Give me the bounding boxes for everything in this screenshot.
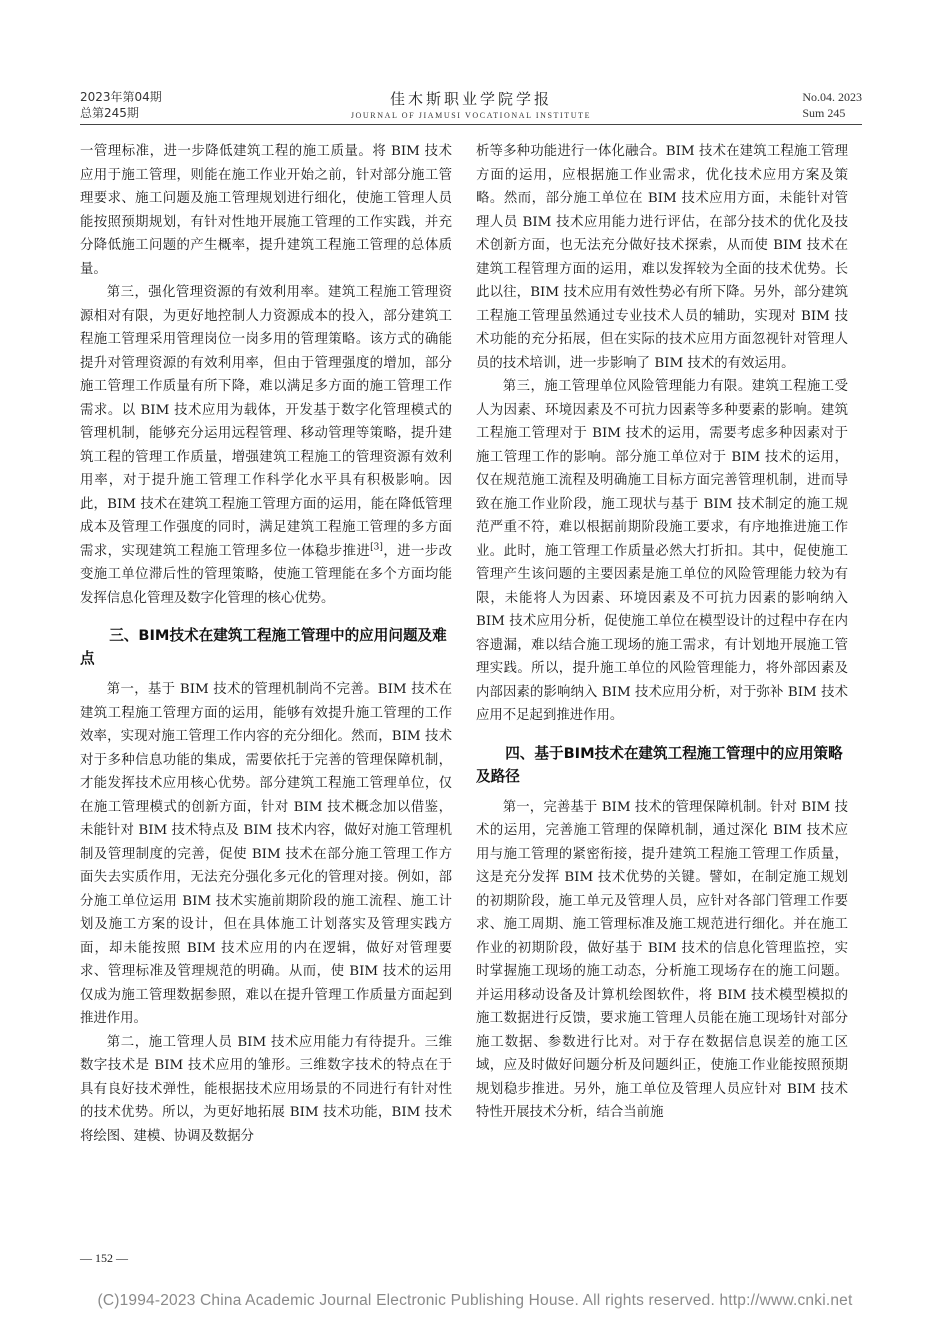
paragraph: 第三，施工管理单位风险管理能力有限。建筑工程施工受人为因素、环境因素及不可抗力因素等多种要素的影响。建筑工程施工管理对于 BIM 技术的运用，需要考虑多种因素对于施工管理工作的影响。部分施工单位对于 BIM 技术的运用，仅在规范施工流程及明确施工目标方面完善管理机制，进而导致在施工作业阶段，施工现状与基于 BIM 技术制定的施工规范严重不符，难以根据前期阶段施工要求，有序地推进施工作业。此时，施工管理工作质量必然大打折扣。其中，促使施工管理产生该问题的主要因素是施工单位的风险管理能力较为有限，未能将人为因素、环境因素及不可抗力因素的影响纳入 BIM 技术应用分析，促使施工单位在模型设计的过程中存在内容遗漏，难以结合施工现场的施工需求，有计划地开展施工管理实践。所以，提升施工单位的风险管理能力，将外部因素及内部因素的影响纳入 BIM 技术应用分析，对于弥补 BIM 技术应用不足起到推进作用。 xyxy=(476,379,848,723)
paragraph: 一管理标准，进一步降低建筑工程的施工质量。将 BIM 技术应用于施工管理，则能在施工作业开始之前，针对部分施工管理要求、施工问题及施工管理规划进行细化，使施工管理人员能按照预期规划，有针对性地开展施工管理的工作实践，并充分降低施工问题的产生概率，提升建筑工程施工管理的总体质量。 xyxy=(80,144,452,277)
paragraph: 第二，施工管理人员 BIM 技术应用能力有待提升。三维数字技术是 BIM 技术应用的雏形。三维数字技术的特点在于具有良好技术弹性，能根据技术应用场景的不同进行有针对性的技术优势。所以，为更好地拓展 BIM 技术功能，BIM 技术将绘图、建模、协调及数据分 xyxy=(80,1034,452,1144)
header-total: 总第245期 xyxy=(80,106,139,120)
page-header xyxy=(80,86,862,122)
section-heading: 三、BIM技术在建筑工程施工管理中的应用问题及难点 xyxy=(80,627,447,667)
header-sum-en: Sum 245 xyxy=(802,106,846,120)
right-column xyxy=(476,140,848,1125)
page-number: — 152 — xyxy=(80,1251,128,1265)
paragraph-text: ，进一步改变施工单位滞后性的管理策略，使施工管理能在多个方面均能发挥信息化管理及数字化管理的核心优势。 xyxy=(80,543,453,606)
paragraph xyxy=(80,281,452,610)
paragraph: 第一，完善基于 BIM 技术的管理保障机制。针对 BIM 技术的运用，完善施工管理的保障机制，通过深化 BIM 技术应用与施工管理的紧密衔接，提升建筑工程施工管理工作质量，这是充分发挥 BIM 技术优势的关键。譬如，在制定施工规划的初期阶段，施工单元及管理人员，应针对各部门管理工作要求、施工周期、施工管理标准及施工规范进行细化。并在施工作业的初期阶段，做好基于 BIM 技术的信息化管理监控，实时掌握施工现场的施工动态，分析施工现场存在的施工问题。并运用移动设备及计算机绘图软件，将 BIM 技术模型模拟的施工数据进行反馈，要求施工管理人员能在施工现场针对部分施工数据、参数进行比对。对于存在数据信息误差的施工区域，应及时做好问题分析及问题纠正，使施工作业能按照预期规划稳步推进。另外，施工单位及管理人员应针对 BIM 技术特性开展技术分析，结合当前施 xyxy=(476,799,848,1120)
journal-title-block xyxy=(80,90,862,121)
header-divider xyxy=(80,124,862,125)
copyright-footer: (C)1994-2023 China Academic Journal Electronic Publishing House. All rights reserved. http://www.cnki.net xyxy=(97,1292,853,1309)
header-issue-number-en: No.04. 2023 xyxy=(802,90,862,104)
paragraph: 第一，基于 BIM 技术的管理机制尚不完善。BIM 技术在建筑工程施工管理方面的运用，能够有效提升施工管理的工作效率，实现对施工管理工作内容的充分细化。然而，BIM 技术对于多种信息功能的集成，需要依托于完善的管理保障机制，才能发挥技术应用核心优势。部分建筑工程施工管理单位，仅在施工管理模式的创新方面，针对 BIM 技术概念加以借鉴，未能针对 BIM 技术特点及 BIM 技术内容，做好对施工管理机制及管理制度的完善，促使 BIM 技术在部分施工管理工作方面失去实质作用，无法充分强化多元化的管理对接。例如，部分施工单位运用 BIM 技术实施前期阶段的施工流程、施工计划及施工方案的设计，但在具体施工计划落实及管理实践方面，却未能按照 BIM 技术应用的内在逻辑，做好对管理要求、管理标准及管理规范的明确。从而，使 BIM 技术的运用仅成为施工管理数据参照，难以在提升管理工作质量方面起到推进作用。 xyxy=(80,682,452,1026)
left-column xyxy=(80,140,452,1148)
paragraph-text: 第三，强化管理资源的有效利用率。建筑工程施工管理资源相对有限，为更好地控制人力资源成本的投入，部分建筑工程施工管理采用管理岗位一岗多用的管理策略。该方式的确能提升对管理资源的有效利用率，但由于管理强度的增加，部分施工管理工作质量有所下降，难以满足多方面的施工管理工作需求。以 BIM 技术应用为载体，开发基于数字化管理模式的管理机制，能够充分运用远程管理、移动管理等策略，提升建筑工程的管理工作质量，增强建筑工程施工的管理资源有效利用率，对于提升施工管理工作科学化水平具有积极影响。因此，BIM 技术在建筑工程施工管理方面的运用，能在降低管理成本及管理工作强度的同时，满足建筑工程施工管理的多方面需求，实现建筑工程施工管理多位一体稳步推进 xyxy=(80,285,452,559)
section-heading: 四、基于BIM技术在建筑工程施工管理中的应用策略及路径 xyxy=(476,744,843,785)
journal-title-cn: 佳木斯职业学院学报 xyxy=(389,90,552,108)
journal-title-en: JOURNAL OF JIAMUSI VOCATIONAL INSTITUTE xyxy=(350,111,592,120)
header-issue-en xyxy=(802,89,862,121)
citation-ref: [3] xyxy=(370,542,383,553)
paragraph: 析等多种功能进行一体化融合。BIM 技术在建筑工程施工管理方面的运用，应根据施工作业需求，优化技术应用方案及策略。然而，部分施工单位在 BIM 技术应用方面，未能针对管理人员 BIM 技术应用能力进行评估，在部分技术的优化及技术创新方面，也无法充分做好技术探索，从而使 BIM 技术在建筑工程管理方面的运用，难以发挥较为全面的技术优势。长此以往，BIM 技术应用有效性势必有所下降。另外，部分建筑工程施工管理虽然通过专业技术人员的辅助，实现对 BIM 技术功能的充分拓展，但在实际的技术应用方面忽视针对管理人员的技术培训，进一步影响了 BIM 技术的有效运用。 xyxy=(476,144,848,371)
header-issue: 2023年第04期 xyxy=(80,90,162,104)
